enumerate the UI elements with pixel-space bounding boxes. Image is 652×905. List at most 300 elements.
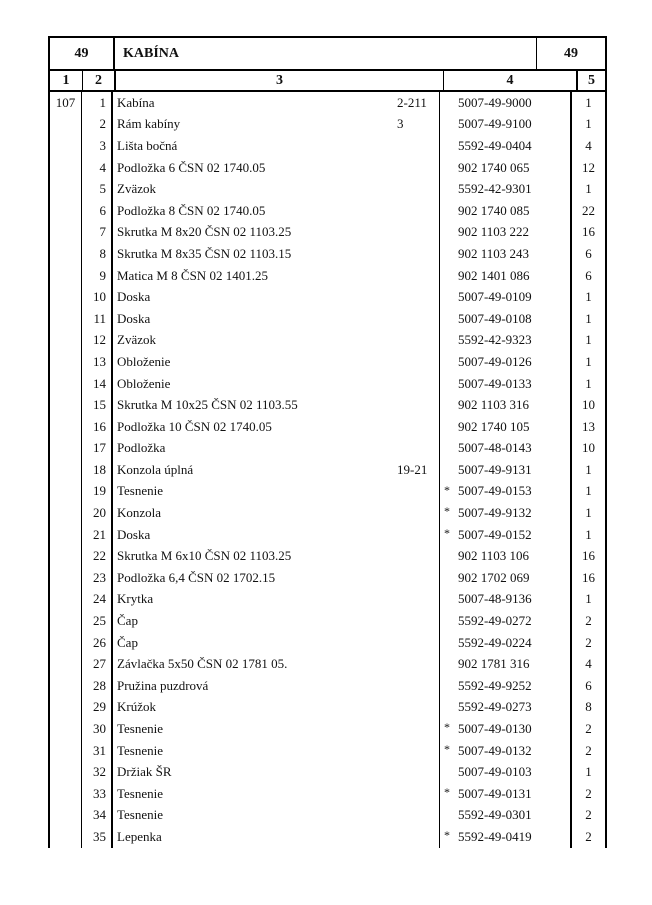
part-name: Čap — [117, 613, 138, 629]
quantity-cell: 2 — [585, 634, 592, 650]
position-cell: 4 — [82, 157, 113, 179]
figure-number-cell — [50, 567, 82, 589]
description-cell — [113, 308, 440, 330]
figure-number-cell — [50, 373, 82, 395]
part-name: Konzola — [117, 505, 162, 521]
part-name: Tesnenie — [117, 807, 164, 823]
part-number-cell — [440, 589, 572, 611]
part-name: Doska — [117, 310, 151, 326]
description-cell — [113, 481, 440, 503]
description-cell — [113, 675, 440, 697]
part-number-cell — [440, 610, 572, 632]
column-header-3: 3 — [116, 71, 444, 90]
position-cell: 29 — [82, 697, 113, 719]
position-cell: 1 — [82, 92, 113, 114]
part-number-cell — [440, 135, 572, 157]
part-number-cell — [440, 459, 572, 481]
description-cell — [113, 697, 440, 719]
table-row — [50, 200, 605, 222]
table-row — [50, 114, 605, 136]
quantity-cell: 1 — [585, 375, 592, 391]
position-cell: 23 — [82, 567, 113, 589]
table-row — [50, 394, 605, 416]
table-row — [50, 589, 605, 611]
description-cell — [113, 567, 440, 589]
position-cell: 17 — [82, 438, 113, 460]
figure-number-cell — [50, 286, 82, 308]
part-name: Pružina puzdrová — [117, 677, 209, 693]
table-row — [50, 438, 605, 460]
position-cell: 2 — [82, 114, 113, 136]
description-cell — [113, 394, 440, 416]
table-row — [50, 675, 605, 697]
column-header-1: 1 — [50, 71, 83, 90]
part-number-cell — [440, 222, 572, 244]
description-cell — [113, 92, 440, 114]
reference-range: 19-21 — [397, 461, 428, 477]
part-name: Podložka 6 ČSN 02 1740.05 — [117, 159, 266, 175]
position-cell: 34 — [82, 805, 113, 827]
part-name: Skrutka M 10x25 ČSN 02 1103.55 — [117, 397, 298, 413]
description-cell — [113, 589, 440, 611]
description-cell — [113, 373, 440, 395]
asterisk-marker: * — [444, 741, 450, 756]
figure-number-cell — [50, 697, 82, 719]
description-cell — [113, 761, 440, 783]
part-number-cell — [440, 632, 572, 654]
part-number: 5007-49-0130 — [458, 721, 532, 737]
part-number-cell — [440, 653, 572, 675]
part-number-cell — [440, 675, 572, 697]
part-number: 5592-49-0273 — [458, 699, 532, 715]
quantity-cell: 2 — [585, 785, 592, 801]
part-number-cell — [440, 243, 572, 265]
part-name: Doska — [117, 526, 151, 542]
asterisk-marker: * — [444, 828, 450, 843]
position-cell: 11 — [82, 308, 113, 330]
parts-list-table — [48, 36, 607, 848]
table-row — [50, 351, 605, 373]
part-number-cell — [440, 567, 572, 589]
part-name: Skrutka M 8x35 ČSN 02 1103.15 — [117, 245, 292, 261]
figure-number-cell — [50, 481, 82, 503]
position-cell: 3 — [82, 135, 113, 157]
table-row — [50, 330, 605, 352]
position-cell: 13 — [82, 351, 113, 373]
quantity-cell: 1 — [585, 289, 592, 305]
figure-number-cell — [50, 178, 82, 200]
description-cell — [113, 351, 440, 373]
table-row — [50, 805, 605, 827]
part-number: 902 1740 065 — [458, 159, 530, 175]
description-cell — [113, 502, 440, 524]
position-cell: 12 — [82, 330, 113, 352]
part-name: Podložka 10 ČSN 02 1740.05 — [117, 418, 272, 434]
quantity-cell: 1 — [585, 94, 592, 110]
table-row — [50, 481, 605, 503]
table-row — [50, 265, 605, 287]
part-name: Podložka 6,4 ČSN 02 1702.15 — [117, 569, 276, 585]
description-cell — [113, 157, 440, 179]
position-cell: 26 — [82, 632, 113, 654]
quantity-cell: 10 — [582, 397, 595, 413]
quantity-cell: 1 — [585, 764, 592, 780]
part-name: Krúžok — [117, 699, 156, 715]
position-cell: 16 — [82, 416, 113, 438]
part-number: 5592-49-0419 — [458, 828, 532, 844]
description-cell — [113, 222, 440, 244]
figure-number-cell — [50, 135, 82, 157]
group-number-right: 49 — [564, 45, 578, 61]
table-row — [50, 373, 605, 395]
part-name: Tesnenie — [117, 721, 164, 737]
table-row — [50, 502, 605, 524]
part-number-cell — [440, 157, 572, 179]
asterisk-marker: * — [444, 785, 450, 799]
position-cell: 18 — [82, 459, 113, 481]
position-cell: 9 — [82, 265, 113, 287]
part-number: 902 1103 316 — [458, 397, 530, 413]
column-header-4: 4 — [444, 71, 578, 90]
quantity-cell: 12 — [582, 159, 595, 175]
part-number: 902 1702 069 — [458, 569, 530, 585]
quantity-cell: 6 — [585, 677, 592, 693]
figure-number-cell — [50, 265, 82, 287]
part-number: 5007-49-9132 — [458, 505, 532, 521]
part-number-cell — [440, 178, 572, 200]
part-name: Rám kabíny — [117, 116, 181, 132]
part-number-cell — [440, 740, 572, 762]
table-row — [50, 545, 605, 567]
part-number-cell — [440, 308, 572, 330]
table-row — [50, 826, 605, 848]
part-number-cell — [440, 373, 572, 395]
position-cell: 24 — [82, 589, 113, 611]
part-name: Čap — [117, 634, 138, 650]
description-cell — [113, 265, 440, 287]
part-number: 5007-49-0133 — [458, 375, 532, 391]
part-number-cell — [440, 826, 572, 848]
part-number: 5592-49-9252 — [458, 677, 532, 693]
part-number-cell — [440, 783, 572, 805]
part-name: Závlačka 5x50 ČSN 02 1781 05. — [117, 656, 288, 672]
part-number: 902 1103 106 — [458, 548, 530, 564]
position-cell: 33 — [82, 783, 113, 805]
part-number-cell — [440, 330, 572, 352]
description-cell — [113, 632, 440, 654]
part-number-cell — [440, 416, 572, 438]
quantity-cell: 2 — [585, 742, 592, 758]
part-number-cell — [440, 351, 572, 373]
part-number: 5007-49-9131 — [458, 461, 532, 477]
part-number: 5007-49-0108 — [458, 310, 532, 326]
quantity-cell: 1 — [585, 181, 592, 197]
table-row — [50, 135, 605, 157]
description-cell — [113, 783, 440, 805]
quantity-cell: 22 — [582, 202, 595, 218]
part-name: Konzola úplná — [117, 461, 194, 477]
description-cell — [113, 740, 440, 762]
part-number: 5007-49-0131 — [458, 785, 532, 801]
part-number: 5007-49-9000 — [458, 94, 532, 110]
part-name: Kabína — [117, 94, 155, 110]
table-row — [50, 783, 605, 805]
table-row — [50, 243, 605, 265]
table-row — [50, 653, 605, 675]
figure-number-cell — [50, 718, 82, 740]
figure-number-cell — [50, 761, 82, 783]
quantity-cell: 1 — [585, 505, 592, 521]
figure-number-cell — [50, 502, 82, 524]
figure-number-cell — [50, 157, 82, 179]
part-number-cell — [440, 286, 572, 308]
position-cell: 15 — [82, 394, 113, 416]
part-number-cell — [440, 524, 572, 546]
quantity-cell: 1 — [585, 483, 592, 499]
quantity-cell: 13 — [582, 418, 595, 434]
position-cell: 31 — [82, 740, 113, 762]
position-cell: 35 — [82, 826, 113, 848]
part-name: Obloženie — [117, 353, 171, 369]
table-row — [50, 740, 605, 762]
quantity-cell: 4 — [585, 656, 592, 672]
group-number-left: 49 — [50, 38, 115, 69]
quantity-cell: 1 — [585, 332, 592, 348]
part-number: 5007-49-9100 — [458, 116, 532, 132]
quantity-cell: 10 — [582, 440, 595, 456]
part-number-cell — [440, 394, 572, 416]
part-number: 5007-49-0132 — [458, 742, 532, 758]
part-name: Podložka — [117, 440, 166, 456]
figure-number-cell — [50, 438, 82, 460]
table-row — [50, 567, 605, 589]
part-name: Zväzok — [117, 332, 156, 348]
part-number: 902 1740 105 — [458, 418, 530, 434]
part-name: Krytka — [117, 591, 154, 607]
quantity-cell: 2 — [585, 807, 592, 823]
part-number-cell — [440, 92, 572, 114]
figure-number-cell — [50, 805, 82, 827]
part-number-cell — [440, 502, 572, 524]
title-row — [48, 36, 607, 70]
part-number: 902 1781 316 — [458, 656, 530, 672]
figure-number-cell — [50, 308, 82, 330]
figure-number-cell — [50, 222, 82, 244]
figure-number-cell — [50, 114, 82, 136]
position-cell: 7 — [82, 222, 113, 244]
figure-number-cell — [50, 416, 82, 438]
column-header-2: 2 — [83, 71, 116, 90]
part-number: 5007-48-9136 — [458, 591, 532, 607]
quantity-cell: 16 — [582, 224, 595, 240]
quantity-cell: 2 — [585, 721, 592, 737]
description-cell — [113, 243, 440, 265]
position-cell: 25 — [82, 610, 113, 632]
quantity-cell: 6 — [585, 267, 592, 283]
position-cell: 8 — [82, 243, 113, 265]
table-row — [50, 718, 605, 740]
figure-number-cell — [50, 632, 82, 654]
part-name: Lišta bočná — [117, 137, 178, 153]
figure-number-cell — [50, 610, 82, 632]
description-cell — [113, 200, 440, 222]
part-name: Skrutka M 8x20 ČSN 02 1103.25 — [117, 224, 292, 240]
description-cell — [113, 114, 440, 136]
figure-number-cell — [50, 545, 82, 567]
description-cell — [113, 653, 440, 675]
quantity-cell: 6 — [585, 245, 592, 261]
table-row — [50, 459, 605, 481]
part-number-cell — [440, 481, 572, 503]
position-cell: 14 — [82, 373, 113, 395]
part-number-cell — [440, 200, 572, 222]
part-name: Podložka 8 ČSN 02 1740.05 — [117, 202, 266, 218]
part-number-cell — [440, 114, 572, 136]
reference-range: 3 — [397, 116, 404, 132]
figure-number-cell — [50, 394, 82, 416]
description-cell — [113, 416, 440, 438]
quantity-cell: 16 — [582, 569, 595, 585]
table-row — [50, 92, 605, 114]
part-name: Zväzok — [117, 181, 156, 197]
figure-number-cell — [50, 675, 82, 697]
position-cell: 32 — [82, 761, 113, 783]
part-number: 5007-49-0109 — [458, 289, 532, 305]
quantity-cell: 2 — [585, 613, 592, 629]
position-cell: 20 — [82, 502, 113, 524]
part-name: Tesnenie — [117, 742, 164, 758]
position-cell: 27 — [82, 653, 113, 675]
part-number: 5007-49-0103 — [458, 764, 532, 780]
figure-number-cell — [50, 243, 82, 265]
part-number: 902 1103 222 — [458, 224, 530, 240]
description-cell — [113, 459, 440, 481]
description-cell — [113, 545, 440, 567]
position-cell: 22 — [82, 545, 113, 567]
part-name: Držiak ŠR — [117, 764, 172, 780]
figure-number-cell — [50, 330, 82, 352]
table-row — [50, 632, 605, 654]
table-row — [50, 286, 605, 308]
part-number: 5007-48-0143 — [458, 440, 532, 456]
position-cell: 10 — [82, 286, 113, 308]
part-name: Tesnenie — [117, 785, 164, 801]
figure-number-cell — [50, 653, 82, 675]
table-row — [50, 524, 605, 546]
figure-number-cell — [50, 351, 82, 373]
part-number: 902 1740 085 — [458, 202, 530, 218]
table-row — [50, 178, 605, 200]
quantity-cell: 16 — [582, 548, 595, 564]
position-cell: 19 — [82, 481, 113, 503]
table-row — [50, 416, 605, 438]
part-number: 5592-49-0301 — [458, 807, 532, 823]
table-row — [50, 761, 605, 783]
description-cell — [113, 826, 440, 848]
part-number: 5592-49-0272 — [458, 613, 532, 629]
part-number-cell — [440, 545, 572, 567]
asterisk-marker: * — [444, 525, 450, 540]
part-number-cell — [440, 761, 572, 783]
description-cell — [113, 178, 440, 200]
reference-range: 2-211 — [397, 94, 427, 110]
quantity-cell: 1 — [585, 526, 592, 542]
part-number: 902 1401 086 — [458, 267, 530, 283]
part-number-cell — [440, 697, 572, 719]
asterisk-marker: * — [444, 504, 450, 519]
part-number: 5007-49-0152 — [458, 526, 532, 542]
part-number-cell — [440, 718, 572, 740]
table-row — [50, 157, 605, 179]
quantity-cell: 4 — [585, 137, 592, 153]
column-header-5: 5 — [588, 72, 595, 88]
part-name: Matica M 8 ČSN 02 1401.25 — [117, 267, 268, 283]
quantity-cell: 1 — [585, 591, 592, 607]
description-cell — [113, 438, 440, 460]
figure-number-cell — [50, 740, 82, 762]
asterisk-marker: * — [444, 482, 450, 497]
figure-number-cell: 107 — [50, 92, 82, 114]
part-number: 5592-49-0404 — [458, 137, 532, 153]
figure-number-cell — [50, 524, 82, 546]
part-number-cell — [440, 265, 572, 287]
description-cell — [113, 524, 440, 546]
description-cell — [113, 330, 440, 352]
table-row — [50, 222, 605, 244]
quantity-cell: 2 — [585, 828, 592, 844]
asterisk-marker: * — [444, 720, 450, 735]
column-header-row — [48, 70, 607, 92]
position-cell: 5 — [82, 178, 113, 200]
section-title: KABÍNA — [115, 38, 537, 69]
table-row — [50, 697, 605, 719]
table-body — [48, 92, 607, 848]
part-number-cell — [440, 805, 572, 827]
quantity-cell: 1 — [585, 353, 592, 369]
quantity-cell: 8 — [585, 699, 592, 715]
position-cell: 21 — [82, 524, 113, 546]
position-cell: 6 — [82, 200, 113, 222]
part-name: Doska — [117, 289, 151, 305]
figure-number-cell — [50, 589, 82, 611]
part-number: 5592-42-9301 — [458, 181, 532, 197]
part-name: Lepenka — [117, 828, 162, 844]
part-name: Tesnenie — [117, 483, 164, 499]
part-number-cell — [440, 438, 572, 460]
position-cell: 28 — [82, 675, 113, 697]
table-row — [50, 610, 605, 632]
figure-number-cell — [50, 459, 82, 481]
part-number: 5007-49-0153 — [458, 483, 532, 499]
part-number: 5592-42-9323 — [458, 332, 532, 348]
quantity-cell: 1 — [585, 461, 592, 477]
description-cell — [113, 286, 440, 308]
quantity-cell: 1 — [585, 116, 592, 132]
part-name: Skrutka M 6x10 ČSN 02 1103.25 — [117, 548, 292, 564]
part-number: 5007-49-0126 — [458, 353, 532, 369]
figure-number-cell — [50, 783, 82, 805]
part-number: 5592-49-0224 — [458, 634, 532, 650]
quantity-cell: 1 — [585, 310, 592, 326]
figure-number-cell — [50, 200, 82, 222]
description-cell — [113, 610, 440, 632]
part-number: 902 1103 243 — [458, 245, 530, 261]
position-cell: 30 — [82, 718, 113, 740]
description-cell — [113, 135, 440, 157]
figure-number-cell — [50, 826, 82, 848]
part-name: Obloženie — [117, 375, 171, 391]
description-cell — [113, 718, 440, 740]
